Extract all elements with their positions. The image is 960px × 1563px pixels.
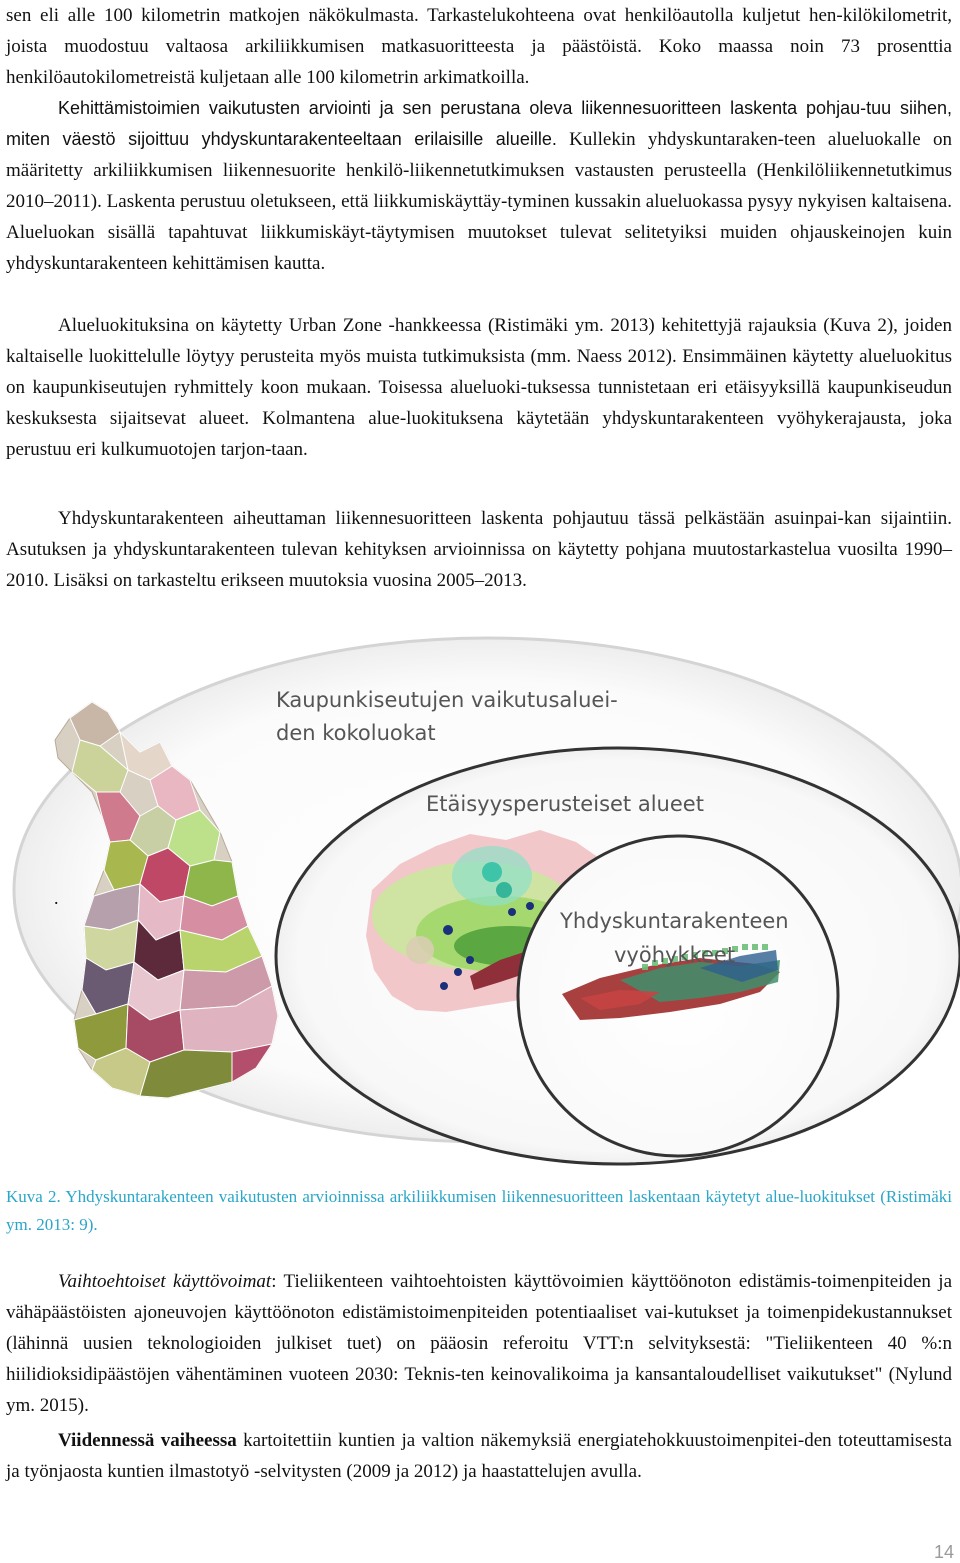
phase-five-heading: Viidennessä vaiheessa xyxy=(58,1430,237,1451)
inner-label-line-1: Yhdyskuntarakenteen xyxy=(560,909,789,933)
methods-paragraph xyxy=(6,93,952,279)
area-classification-figure xyxy=(0,620,960,1180)
location-text: Yhdyskuntarakenteen aiheuttaman liikennesuoritteen laskenta pohjautuu tässä pelkästään asuinpai-kan sijaintiin. Asutuksen ja yhdyskuntarakenteen tulevan kehityksen arvioinnissa on käytetty pohjana muutostarkastelua vuosilta 1990–2010. Lisäksi on tarkasteltu erikseen muutoksia vuosina 2005–2013. xyxy=(6,508,952,591)
outer-label-line-2: den kokoluokat xyxy=(276,721,436,745)
intro-text: sen eli alle 100 kilometrin matkojen näkökulmasta. Tarkastelukohteena ovat henkilöautolla kuljetut hen-kilökilometrit, joista muodostuu valtaosa arkiliikkumisen matkasuoritteesta ja päästöistä. Koko maassa noin 73 prosenttia henkilöautokilometreistä kuljetaan alle 100 kilometrin arkimatkoilla. xyxy=(6,5,952,88)
fuels-paragraph xyxy=(6,1266,952,1421)
middle-label: Etäisyysperusteiset alueet xyxy=(426,792,704,816)
phase-five-text: kartoitettiin kuntien ja valtion näkemyksiä energiatehokkuustoimenpitei-den toteuttamisesta ja työnjaosta kuntien ilmastotyö -selvitysten (2009 ja 2012) ja haastattelujen avulla. xyxy=(6,1430,952,1482)
intro-paragraph xyxy=(6,0,952,93)
caption-text: Kuva 2. Yhdyskuntarakenteen vaikutusten arvioinnissa arkiliikkumisen liikennesuoritteen laskentaan käytetyt alue-luokitukset (Ristimäki ym. 2013: 9). xyxy=(6,1187,952,1234)
location-paragraph xyxy=(6,503,952,596)
phase-five-paragraph xyxy=(6,1425,952,1487)
inner-label-line-2: vyöhykkeet xyxy=(614,943,736,967)
fuels-heading: Vaihtoehtoiset käyttövoimat xyxy=(58,1271,272,1292)
figure-dot: . xyxy=(54,888,59,908)
figure-caption xyxy=(6,1183,952,1239)
methods-text-serif: Kullekin yhdyskuntaraken-teen alueluokalle on määritetty arkiliikkumisen liikennesuorite henkilö-liikennetutkimuksen vastausten perusteella (Henkilöliikennetutkimus 2010–2011). Laskenta perustuu oletukseen, että liikkumiskäyttäy-tyminen kussakin alueluokassa pysyy nykyisen kaltaisena. Alueluokan sisällä tapahtuvat liikkumiskäyt-täytymisen muutokset tulevat selitetyiksi muiden ohjauskeinojen kuin yhdyskuntarakenteen kehittämisen kautta. xyxy=(6,129,952,274)
methods-text-sans: Kehittämistoimien vaikutusten arviointi ja sen perustana oleva liikennesuoritteen laskenta pohjau-tuu siihen, miten väestö sijoittuu yhdyskuntarakenteeltaan erilaisille alueille. xyxy=(6,98,952,149)
page-number: 14 xyxy=(933,1542,954,1562)
classification-paragraph xyxy=(6,310,952,465)
outer-label-line-1: Kaupunkiseutujen vaikutusaluei- xyxy=(276,688,618,712)
ellipse-diagram xyxy=(0,620,960,1180)
fuels-text: : Tieliikenteen vaihtoehtoisten käyttövoimien käyttöönoton edistämis-toimenpiteiden ja vähäpäästöisten ajoneuvojen käyttöönoton edistämistoimenpiteiden potentiaaliset vai-kutukset ja toimenpidekustannukset (lähinnä uusien teknologioiden julkiset tuet) on pääosin referoitu VTT:n selvityksestä: "Tieliikenteen 40 %:n hiilidioksidipäästöjen vähentäminen vuoteen 2030: Teknis-ten keinovalikoima ja kansantaloudelliset vaikutukset" (Nylund ym. 2015). xyxy=(6,1271,952,1416)
classification-text: Alueluokituksina on käytetty Urban Zone -hankkeessa (Ristimäki ym. 2013) kehitettyjä rajauksia (Kuva 2), joiden kaltaiselle luokittelulle löytyy perusteita myös muista tutkimuksista (mm. Naess 2012). Ensimmäinen käytetty alueluokitus on kaupunkiseutujen ryhmittely koon mukaan. Toisessa alueluoki-tuksessa tunnistetaan eri etäisyyksillä kaupunkiseudun keskuksesta sijaitsevat alueet. Kolmantena alue-luokituksena käytetään yhdyskuntarakenteen vyöhykerajausta, joka perustuu eri kulkumuotojen tarjon-taan. xyxy=(6,315,952,460)
